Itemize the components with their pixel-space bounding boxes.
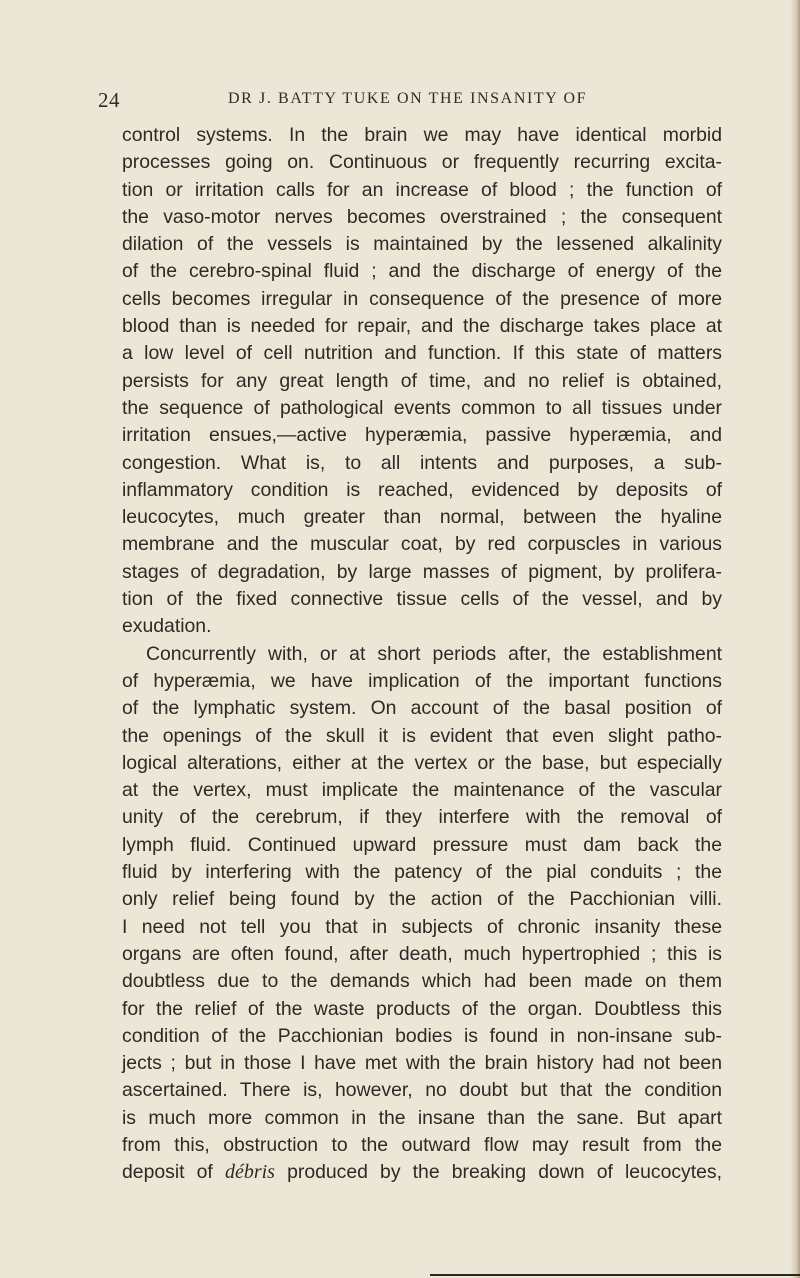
- text-line: at the vertex, must implicate the maintenance of the vascular: [122, 779, 722, 802]
- text-line: stages of degradation, by large masses of pigment, by prolifera-: [122, 560, 722, 583]
- text-line: from this, obstruction to the outward flow may result from the: [122, 1133, 722, 1156]
- text-line: is much more common in the insane than the sane. But apart: [122, 1106, 722, 1129]
- text-line: tion of the fixed connective tissue cells of the vessel, and by: [122, 588, 722, 611]
- text-line: congestion. What is, to all intents and purposes, a sub-: [122, 451, 722, 474]
- page-number: 24: [98, 88, 120, 112]
- bottom-edge-rule: [430, 1274, 800, 1276]
- text-line: unity of the cerebrum, if they interfere with the removal of: [122, 806, 722, 829]
- text-line: inflammatory condition is reached, evidenced by deposits of: [122, 478, 722, 501]
- text-line: I need not tell you that in subjects of chronic insanity these: [122, 915, 722, 938]
- text-line: of the cerebro-spinal fluid ; and the discharge of energy of the: [122, 260, 722, 283]
- text-line: persists for any great length of time, and no relief is obtained,: [122, 369, 722, 392]
- text-line: doubtless due to the demands which had been made on them: [122, 970, 722, 993]
- text-line: condition of the Pacchionian bodies is found in non-insane sub-: [122, 1024, 722, 1047]
- text-segment: produced by the breaking down of leucocytes,: [274, 1161, 722, 1184]
- page-edge-shadow: [790, 0, 800, 1278]
- paragraph-1: [122, 122, 722, 641]
- text-line: for the relief of the waste products of the organ. Doubtless this: [122, 997, 722, 1020]
- text-line: the openings of the skull it is evident that even slight patho-: [122, 724, 722, 747]
- text-line: only relief being found by the action of the Pacchionian villi.: [122, 888, 722, 911]
- text-line: leucocytes, much greater than normal, between the hyaline: [122, 506, 722, 529]
- text-line: processes going on. Continuous or frequently recurring excita-: [122, 151, 722, 174]
- text-line: ascertained. There is, however, no doubt but that the condition: [122, 1079, 722, 1102]
- text-line: logical alterations, either at the vertex or the base, but especially: [122, 751, 722, 774]
- text-line: cells becomes irregular in consequence of the presence of more: [122, 287, 722, 310]
- running-head: DR J. BATTY TUKE ON THE INSANITY OF: [228, 90, 588, 107]
- text-line: exudation.: [122, 615, 212, 638]
- text-line: of the lymphatic system. On account of the basal position of: [122, 697, 722, 720]
- text-line: tion or irritation calls for an increase of blood ; the function of: [122, 178, 722, 201]
- text-line: fluid by interfering with the patency of the pial conduits ; the: [122, 861, 722, 884]
- text-line: blood than is needed for repair, and the discharge takes place at: [122, 315, 722, 338]
- text-line: organs are often found, after death, much hypertrophied ; this is: [122, 942, 722, 965]
- text-line: lymph fluid. Continued upward pressure must dam back the: [122, 833, 722, 856]
- text-line: [122, 1159, 722, 1186]
- body-text: [122, 122, 722, 1187]
- text-line: irritation ensues,—active hyperæmia, passive hyperæmia, and: [122, 424, 722, 447]
- text-line: dilation of the vessels is maintained by the lessened alkalinity: [122, 233, 722, 256]
- italic-term: débris: [224, 1161, 275, 1184]
- text-line: the vaso-motor nerves becomes overstrained ; the consequent: [122, 205, 722, 228]
- text-line: the sequence of pathological events common to all tissues under: [122, 396, 722, 419]
- text-line: a low level of cell nutrition and function. If this state of matters: [122, 342, 722, 365]
- text-line: of hyperæmia, we have implication of the important functions: [122, 669, 722, 692]
- page-header: [98, 88, 718, 114]
- paragraph-2: [122, 641, 722, 1187]
- text-line: control systems. In the brain we may have identical morbid: [122, 124, 722, 146]
- text-segment: deposit of: [122, 1161, 225, 1184]
- text-line: membrane and the muscular coat, by red corpuscles in various: [122, 533, 722, 556]
- text-line: Concurrently with, or at short periods after, the establishment: [146, 642, 722, 665]
- text-line: jects ; but in those I have met with the brain history had not been: [122, 1052, 722, 1075]
